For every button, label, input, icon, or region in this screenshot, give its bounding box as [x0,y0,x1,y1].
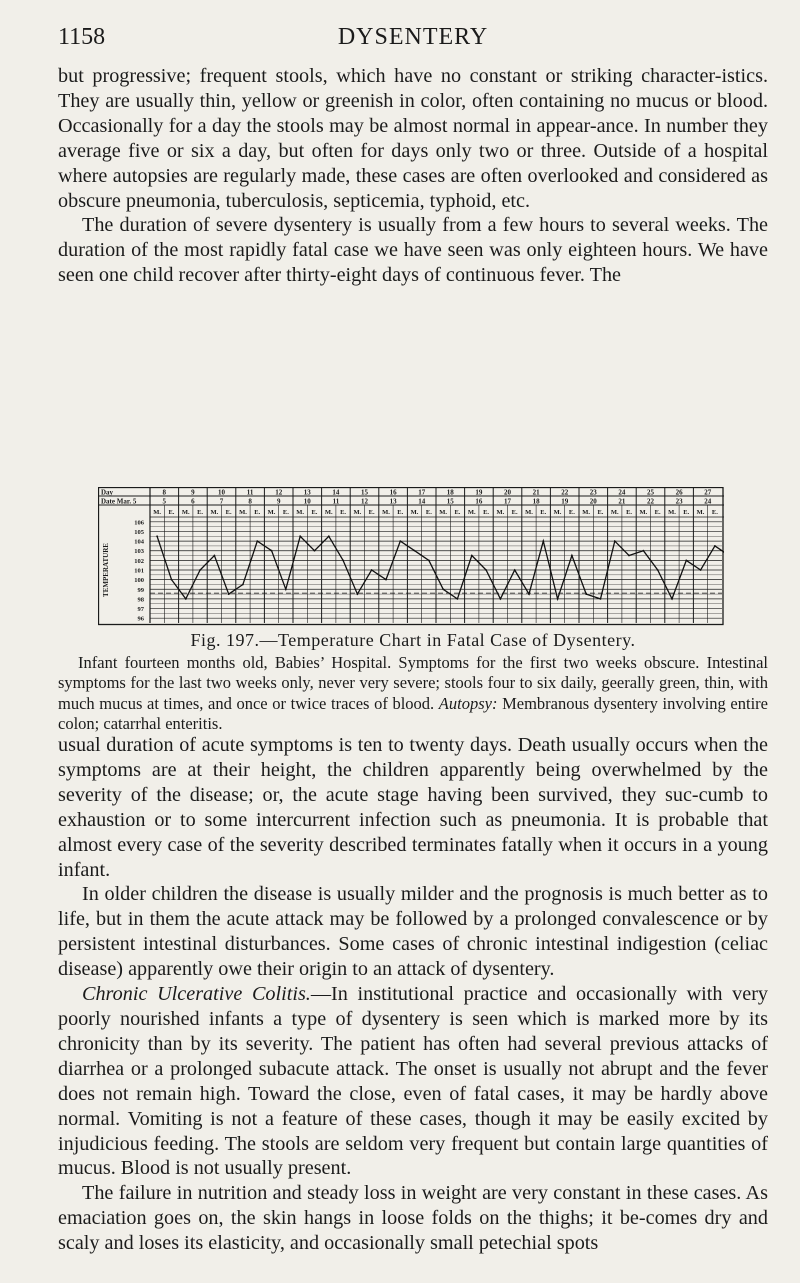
y-tick-label: 97 [137,606,144,614]
y-tick-label: 100 [134,577,144,585]
slot-label: E. [397,509,404,516]
day-label: 15 [361,488,368,497]
temperature-point [471,555,473,557]
day-label: 23 [589,488,597,497]
day-label: 17 [418,488,426,497]
slot-label: E. [454,509,461,516]
body-text-bottom [58,733,768,1256]
day-label: 8 [162,488,167,497]
figure-desc-text: Infant fourteen months old, Babies’ Hospital. Symptoms for the first two weeks obscure. Intestinal symptoms for the last two weeks only, never very severe; stools four to six daily, geerally green, thin, with much mucus at times, and once or twice traces of blood. [58,653,768,713]
figure-caption [58,630,768,734]
temperature-point [314,550,316,552]
slot-label: E. [626,509,633,516]
day-label: 20 [504,488,511,497]
temperature-point [371,569,373,571]
slot-label: M. [639,509,648,516]
slot-label: M. [353,509,362,516]
slot-label: M. [525,509,533,516]
date-label: 6 [191,497,195,506]
slot-label: M. [553,509,562,516]
date-label: 15 [446,497,454,506]
slot-label: M. [582,509,591,516]
temperature-point [457,598,459,600]
slot-label: E. [282,509,289,516]
temperature-point [614,540,616,542]
date-label: 14 [418,497,426,506]
y-tick-label: 99 [137,586,144,594]
day-label: 27 [704,488,712,497]
temperature-point [271,550,273,552]
day-label: 21 [532,488,540,497]
temperature-point [700,569,702,571]
temperature-chart-svg [98,487,724,627]
section-heading: Chronic Ulcerative Colitis. [82,983,311,1006]
temperature-point [171,579,173,581]
slot-label: E. [483,509,490,516]
slot-label: E. [511,509,518,516]
temperature-point [714,545,716,547]
slot-label: M. [181,509,190,516]
temperature-point [528,593,530,595]
slot-label: E. [225,509,232,516]
y-tick-label: 105 [134,528,144,536]
page-header [58,24,768,58]
date-label: 11 [332,497,340,506]
paragraph: The failure in nutrition and steady loss in weight are very constant in these cases. As emaciation goes on, the skin hangs in loose folds on the thighs; it be-comes dry and scaly and loses its elasticity, and occasionally small petechial spots [58,1182,768,1255]
temperature-point [342,560,344,562]
autopsy-label: Autopsy: [438,693,498,713]
slot-label: E. [568,509,575,516]
temperature-point [285,588,287,590]
slot-label: E. [597,509,604,516]
slot-label: M. [467,509,476,516]
temperature-point [385,579,387,581]
date-label: 9 [276,497,281,506]
paragraph [58,982,768,1181]
day-label: 12 [275,488,283,497]
day-label: 13 [303,488,311,497]
slot-label: M. [496,509,505,516]
temperature-point [228,593,230,595]
date-label: 22 [647,497,654,506]
temperature-point [442,588,444,590]
day-label: 14 [332,488,340,497]
temperature-point [242,584,244,586]
running-head: DYSENTERY [337,24,489,50]
date-label: 18 [532,497,540,506]
temperature-point [628,555,630,557]
day-label: 22 [561,488,569,497]
date-label: 8 [248,497,252,506]
slot-label: M. [382,509,390,516]
slot-label: E. [425,509,432,516]
temperature-point [643,550,645,552]
date-label: 19 [561,497,569,506]
date-label: 20 [589,497,597,506]
day-label: 25 [647,488,654,497]
day-label: 11 [246,488,254,497]
slot-label: E. [254,509,261,516]
temperature-point [557,598,559,600]
section-text: —In institutional practice and occasionally with very poorly nourished infants a type of dysentery is seen which is marked more by its chronicity than by its severity. The patient has often had several previous attacks of diarrhea or a prolonged subacute attack. The onset is usually not abrupt and the fever does not remain high. Toward the close, even of fatal cases, it may be hardly above normal. Vomiting is not a feature of these cases, though it may be easily excited by injudicious feeding. The stools are seldom very frequent but contain large quantities of mucus. Blood is not usually present. [58,983,769,1180]
y-tick-label: 96 [137,615,144,623]
day-row-label: Day [101,488,114,497]
temperature-point [399,540,401,542]
date-label: 7 [219,497,224,506]
temperature-point [414,550,416,552]
temperature-point [256,540,258,542]
day-label: 19 [475,488,483,497]
figure-description [58,653,768,734]
slot-label: M. [267,509,276,516]
date-row-label: Date Mar. 5 [101,497,137,506]
day-label: 9 [191,488,195,497]
temperature-point [571,555,573,557]
figure-desc-text-end: Membranous dysentery involving entire colon; catarrhal enteritis. [58,693,768,733]
slot-label: M. [296,509,305,516]
day-label: 24 [618,488,626,497]
slot-label: E. [654,509,661,516]
temperature-point [199,569,201,571]
date-label: 13 [389,497,397,506]
slot-label: M. [153,509,162,516]
day-label: 26 [675,488,683,497]
paragraph: but progressive; frequent stools, which have no constant or striking character-istics. They are usually thin, yellow or greenish in color, often containing no mucus or blood. Occasionally for a day the stools may be almost normal in appear-ance. In number they average five or six a day, but often for days only two or three. Outside of a hospital where autopsies are regularly made, these cases are often overlooked and considered as obscure pneumonia, tuberculosis, septicemia, typhoid, etc. [58,65,768,212]
date-label: 16 [475,497,483,506]
date-label: 23 [675,497,683,506]
figure-title: Fig. 197.—Temperature Chart in Fatal Case of Dysentery. [190,630,636,650]
date-label: 10 [303,497,311,506]
temperature-point [328,535,330,537]
temperature-point [585,593,587,595]
temperature-point [657,569,659,571]
temperature-point [156,535,158,537]
temperature-point [428,560,430,562]
slot-label: M. [239,509,247,516]
y-tick-label: 104 [134,538,144,546]
slot-label: E. [683,509,690,516]
temperature-point [542,540,544,542]
slot-label: M. [610,509,619,516]
temperature-point [671,598,673,600]
slot-label: E. [368,509,375,516]
y-tick-label: 103 [134,548,144,556]
temperature-point [357,593,359,595]
paragraph: usual duration of acute symptoms is ten to twenty days. Death usually occurs when the symptoms are at their height, the children apparently being overwhelmed by the severity of the disease; or, the acute stage having been survived, they suc-cumb to exhaustion or to some intercurrent infection such as pneumonia. It is probable that almost every case of the severity described terminates fatally when it occurs in a young infant. [58,734,768,881]
temperature-point [685,560,687,562]
date-label: 17 [504,497,511,506]
y-tick-label: 98 [137,596,144,604]
date-label: 12 [361,497,368,506]
temperature-point [514,569,516,571]
temperature-point [185,598,187,600]
paragraph: In older children the disease is usually milder and the prognosis is much better as to life, but in them the acute attack may be followed by a prolonged convalescence or by persistent intestinal disturbances. Some cases of chronic intestinal indigestion (celiac disease) apparently owe their origin to an attack of dysentery. [58,883,768,981]
date-label: 21 [618,497,626,506]
slot-label: M. [668,509,676,516]
slot-label: E. [540,509,547,516]
day-label: 18 [446,488,454,497]
date-label: 5 [162,497,167,506]
slot-label: M. [324,509,333,516]
temperature-point [214,555,216,557]
y-tick-label: 102 [134,557,144,565]
slot-label: M. [696,509,705,516]
page-number: 1158 [58,24,106,50]
body-text-top [58,64,768,288]
paragraph: The duration of severe dysentery is usually from a few hours to several weeks. The duration of the most rapidly fatal case we have seen was only eighteen hours. We have seen one child recover after thirty-eight days of continuous fever. The [58,214,768,287]
slot-label: M. [439,509,448,516]
y-axis-label: TEMPERATURE [102,543,110,597]
slot-label: E. [311,509,318,516]
temperature-point [299,535,301,537]
slot-label: E. [168,509,175,516]
day-label: 16 [389,488,397,497]
slot-label: M. [410,509,419,516]
slot-label: E. [340,509,347,516]
date-label: 24 [704,497,712,506]
y-tick-label: 106 [134,519,144,527]
day-label: 10 [218,488,225,497]
temperature-point [485,569,487,571]
slot-label: E. [197,509,204,516]
temperature-point [500,598,502,600]
temperature-point [600,598,602,600]
slot-label: E. [711,509,718,516]
y-tick-label: 101 [134,567,144,575]
slot-label: M. [210,509,219,516]
